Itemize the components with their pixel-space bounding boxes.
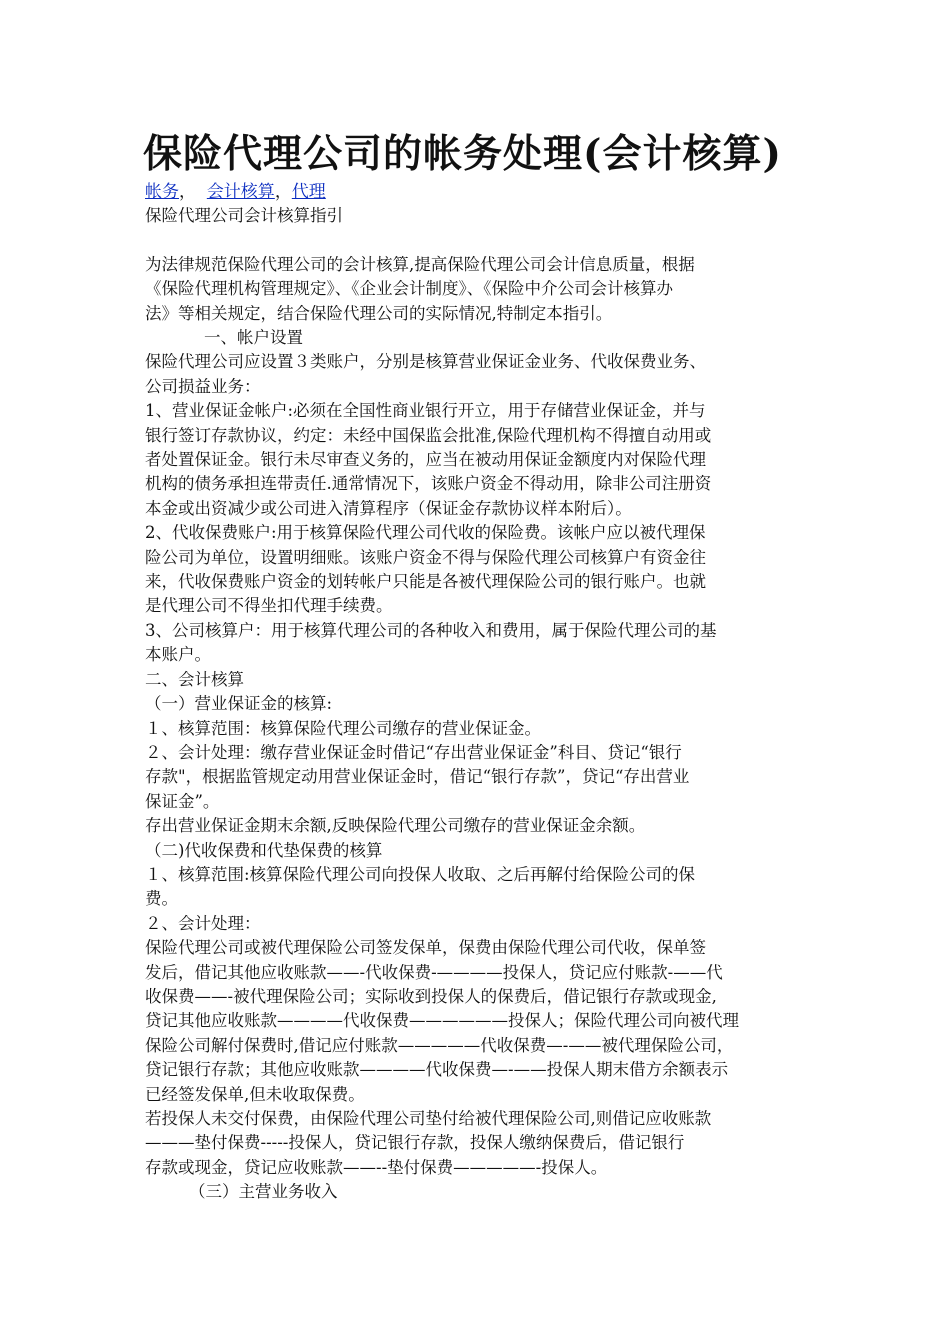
tag-list	[145, 180, 815, 204]
text-line: 机构的债务承担连带责任.通常情况下，该账户资金不得动用，除非公司注册资	[145, 474, 712, 494]
text-line	[145, 228, 815, 252]
text-line: １、核算范围：核算保险代理公司缴存的营业保证金。	[145, 718, 541, 738]
text-line: 若投保人未交付保费，由保险代理公司垫付给被代理保险公司,则借记应收账款	[145, 1109, 712, 1129]
text-line: 保险代理公司或被代理保险公司签发保单，保费由保险代理公司代收，保单签	[145, 938, 706, 958]
document-page	[145, 126, 815, 1205]
text-line: 3、公司核算户：用于核算代理公司的各种收入和费用，属于保险代理公司的基	[145, 620, 717, 640]
tag-link-accounting[interactable]: 会计核算	[206, 182, 275, 202]
text-line: ２、会计处理：	[145, 913, 261, 933]
text-line: 保险代理公司会计核算指引	[145, 206, 343, 225]
text-line: 险公司为单位，设置明细账。该账户资金不得与保险代理公司核算户有资金往	[145, 547, 706, 567]
tag-separator: ，	[179, 182, 196, 202]
text-line: 发后，借记其他应收账款——-代收保费-————投保人，贷记应付账款-——代	[145, 962, 723, 982]
text-line: 本账户。	[145, 645, 211, 665]
text-line: 保证金”。	[145, 791, 220, 811]
text-line: 贷记银行存款；其他应收账款————代收保费—-——投保人期末借方余额表示	[145, 1060, 729, 1080]
text-line: ———垫付保费-----投保人，贷记银行存款，投保人缴纳保费后，借记银行	[145, 1133, 685, 1153]
tag-link-agency[interactable]: 代理	[291, 182, 326, 202]
text-line: 收保费——-被代理保险公司；实际收到投保人的保费后，借记银行存款或现金,	[145, 986, 717, 1006]
text-line: 1、营业保证金帐户:必须在全国性商业银行开立，用于存储营业保证金，并与	[145, 401, 706, 421]
document-body	[145, 204, 815, 1205]
text-line: 者处置保证金。银行未尽审查义务的，应当在被动用保证金额度内对保险代理	[145, 450, 706, 470]
text-line: 保险代理公司应设置３类账户，分别是核算营业保证金业务、代收保费业务、	[145, 352, 706, 372]
text-line: 保险公司解付保费时,借记应付账款—————代收保费—-——被代理保险公司，	[145, 1035, 734, 1055]
text-line: 2、代收保费账户:用于核算保险代理公司代收的保险费。该帐户应以被代理保	[145, 523, 706, 543]
text-line: （一）营业保证金的核算:	[145, 694, 333, 714]
text-line: （二)代收保费和代垫保费的核算	[145, 840, 383, 860]
text-line: ２、会计处理：缴存营业保证金时借记“存出营业保证金”科目、贷记“银行	[145, 742, 682, 762]
text-line: 银行签订存款协议，约定：未经中国保监会批准,保险代理机构不得擅自动用或	[145, 425, 712, 445]
text-line: 为法律规范保险代理公司的会计核算,提高保险代理公司会计信息质量，根据	[145, 254, 695, 274]
text-line: １、核算范围:核算保险代理公司向投保人收取、之后再解付给保险公司的保	[145, 864, 696, 884]
text-line: 《保险代理机构管理规定》、《企业会计制度》、《保险中介公司会计核算办	[145, 279, 673, 299]
text-line: 来，代收保费账户资金的划转帐户只能是各被代理保险公司的银行账户。也就	[145, 572, 706, 592]
text-line: 贷记其他应收账款————代收保费——————投保人；保险代理公司向被代理	[145, 1011, 739, 1031]
text-line: 存款"，根据监管规定动用营业保证金时，借记“银行存款”，贷记“存出营业	[145, 767, 690, 787]
text-line: 存款或现金，贷记应收账款——--垫付保费—————-投保人。	[145, 1157, 608, 1177]
text-line: 法》等相关规定，结合保险代理公司的实际情况,特制定本指引。	[145, 303, 613, 323]
text-line: 存出营业保证金期末余额,反映保险代理公司缴存的营业保证金余额。	[145, 816, 646, 836]
text-line: 本金或出资减少或公司进入清算程序（保证金存款协议样本附后）。	[145, 498, 632, 518]
tag-link-accounts[interactable]: 帐务	[145, 182, 179, 202]
tag-separator: ，	[274, 182, 292, 202]
text-line: （三）主营业务收入	[189, 1182, 338, 1202]
text-line: 公司损益业务：	[145, 376, 261, 396]
text-line: 费。	[145, 889, 178, 909]
text-line: 是代理公司不得坐扣代理手续费。	[145, 596, 393, 616]
text-line: 二、会计核算	[145, 669, 244, 689]
text-line: 已经签发保单,但未收取保费。	[145, 1084, 365, 1104]
text-line: 一、帐户设置	[204, 328, 303, 348]
page-title: 保险代理公司的帐务处理(会计核算)	[143, 131, 782, 177]
